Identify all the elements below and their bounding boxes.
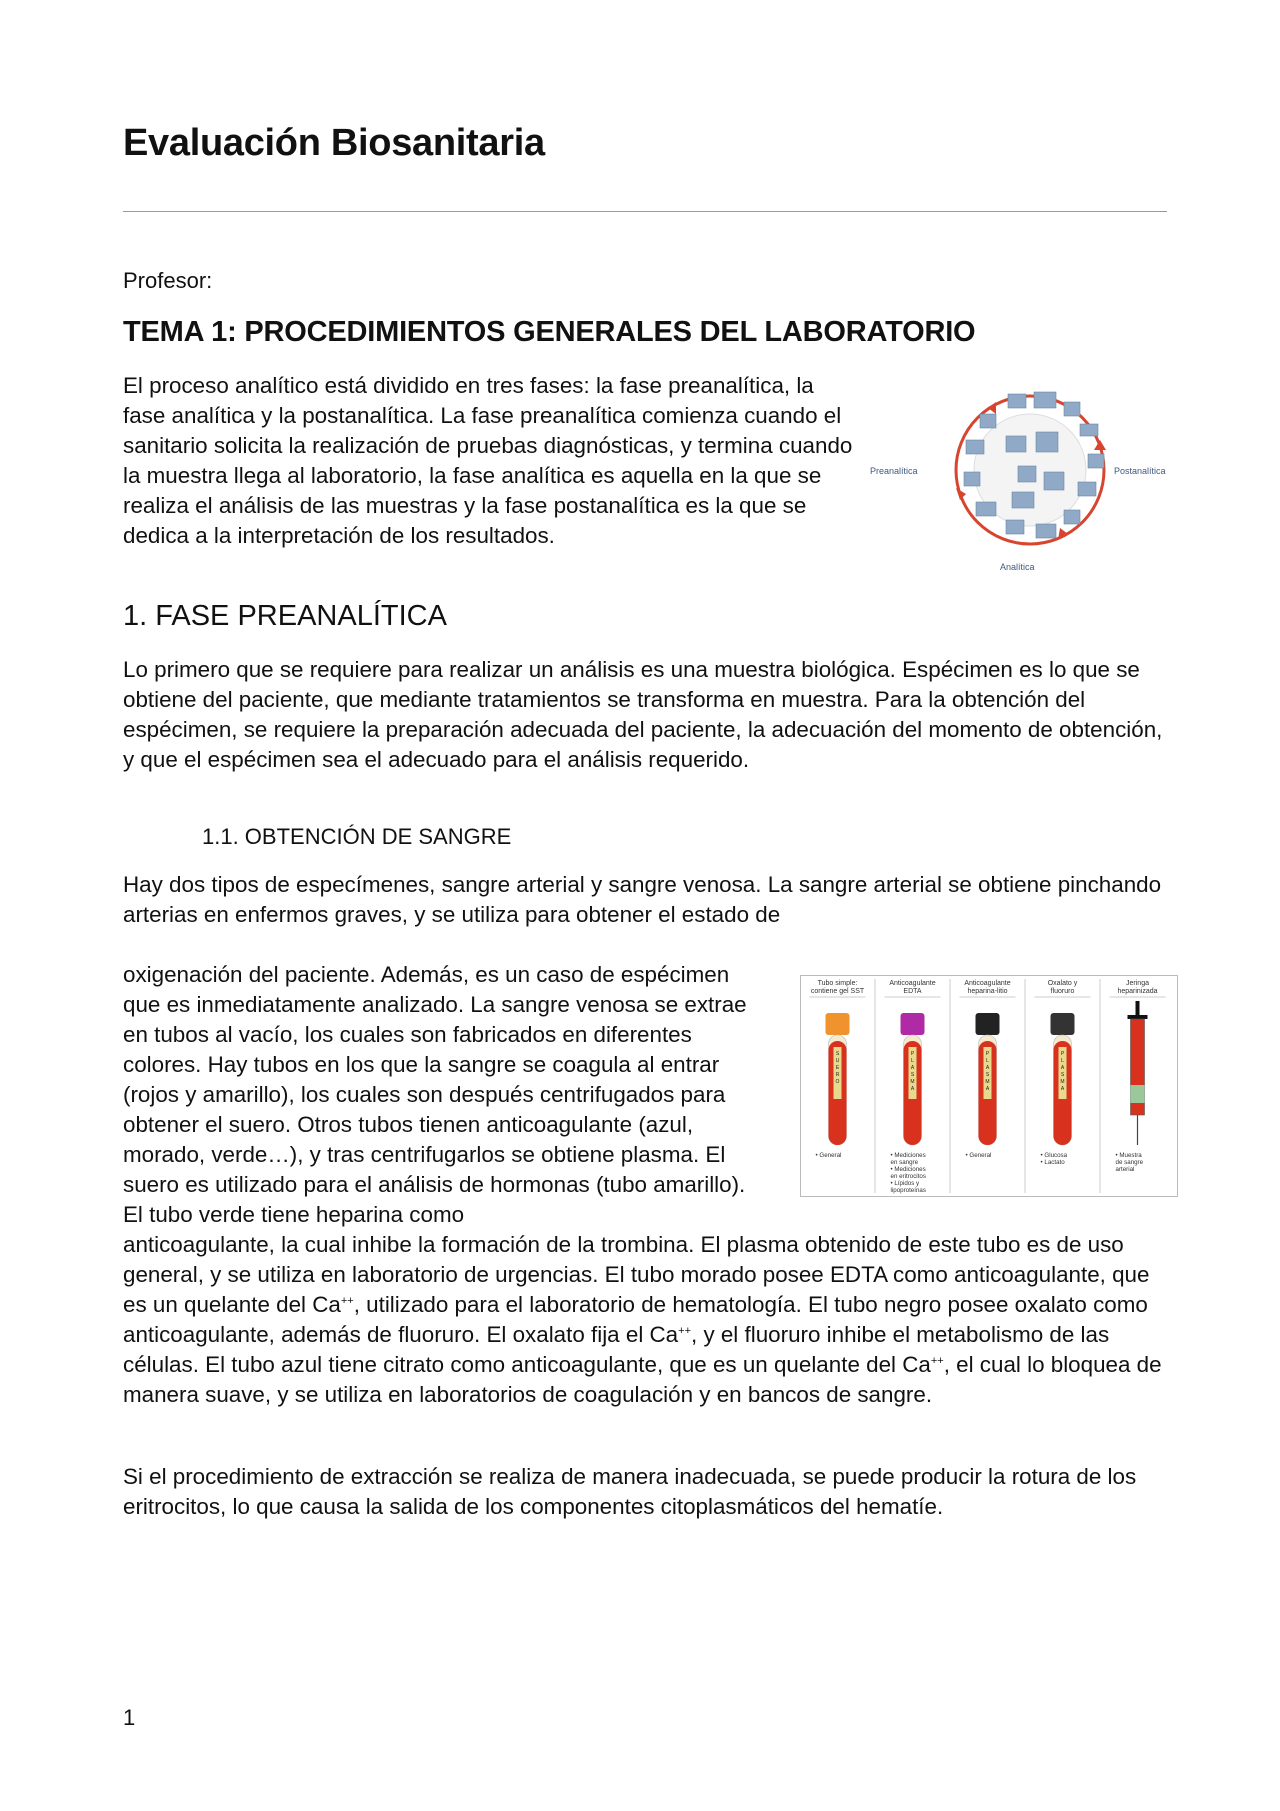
tube-label-text: S U E R O — [835, 1051, 840, 1085]
tube-cap — [1051, 1013, 1075, 1035]
tube-header: Oxalato y — [1047, 980, 1078, 987]
subsection-heading: 1.1. OBTENCIÓN DE SANGRE — [202, 824, 512, 849]
extraction-paragraph: Si el procedimiento de extracción se realiza de manera inadecuada, se puede producir la rotura de los eritrocitos, lo que causa la salida de los componentes citoplasmáticos del hematíe. — [123, 1464, 1137, 1519]
blood-paragraph-lines: Hay dos tipos de especímenes, sangre arterial y sangre venosa. La sangre arterial se obtiene pinchando arterias en enfermos graves, y se utiliza para obtener el estado de — [123, 872, 1162, 927]
calcium-superscript: ++ — [340, 1295, 354, 1307]
professor-label: Profesor: — [123, 268, 213, 293]
section-paragraph: Lo primero que se requiere para realizar un análisis es una muestra biológica. Espécimen es lo que se obtiene del paciente, que mediante tratamientos se transforma en muestra. Para la obtención del espécimen, se requiere la preparación adecuada del paciente, la adecuación del momento de obtención, y que el espécimen sea el adecuado para el análisis requerido. — [123, 657, 1163, 772]
blood-paragraph-rest — [123, 1230, 1178, 1410]
tube-note: • Mediciones — [890, 1152, 926, 1159]
tube-header: fluoruro — [1050, 988, 1075, 995]
syringe-flange — [1128, 1015, 1148, 1019]
page-number: 1 — [123, 1705, 136, 1730]
tube-note: • Glucosa — [1040, 1152, 1068, 1159]
tube-note: • Muestra — [1115, 1152, 1142, 1159]
tube-note: • Lactato — [1040, 1159, 1065, 1166]
phase-label-preanalitica: Preanalítica — [870, 466, 918, 476]
tube-header: Anticoagulante — [889, 980, 936, 987]
tube-cap — [976, 1013, 1000, 1035]
section-heading: 1. FASE PREANALÍTICA — [123, 600, 447, 632]
tube-note: en eritrocitos — [890, 1173, 926, 1180]
blood-tubes-figure — [800, 975, 1178, 1197]
tube-header: EDTA — [903, 988, 922, 995]
calcium-superscript: ++ — [678, 1325, 691, 1337]
tube-header: Tubo simple: — [817, 980, 858, 987]
tube-header: Jeringa — [1126, 980, 1149, 987]
tube-cap — [826, 1013, 850, 1035]
tube-note: • General — [965, 1152, 992, 1159]
tube-note: lipoproteínas — [890, 1187, 926, 1194]
tube-note: en sangre — [890, 1159, 919, 1166]
phase-label-analitica: Analítica — [1000, 562, 1035, 572]
topic-title: TEMA 1: PROCEDIMIENTOS GENERALES DEL LABORATORIO — [123, 316, 976, 348]
calcium-superscript: ++ — [930, 1355, 944, 1367]
tube-label-text: P L A S M A — [910, 1051, 915, 1092]
tube-note: de sangre — [1115, 1159, 1144, 1166]
tube-header: Anticoagulante — [964, 980, 1011, 987]
tube-note: • General — [815, 1152, 842, 1159]
tube-header: contiene gel SST — [810, 988, 865, 995]
tube-header: heparinizada — [1117, 988, 1158, 995]
blood-text-a: anticoagulante, la cual inhibe la formación de la trombina. El plasma obtenido de este tubo es de uso general, y se utiliza en laboratorio de urgencias. El tubo morado posee EDTA como anticoagulante, que es un quelante del Ca — [123, 1232, 1150, 1317]
blood-text-d: , el cual lo bloquea de manera suave, y se utiliza en laboratorios de coagulación y en bancos de sangre. — [123, 1352, 1162, 1407]
title-divider — [123, 211, 1167, 212]
tube-header: heparina-litio — [967, 988, 1008, 995]
tube-note: • Lípidos y — [890, 1180, 920, 1187]
tube-label-text: P L A S M A — [1060, 1051, 1065, 1092]
phase-label-postanalitica: Postanalítica — [1114, 466, 1166, 476]
syringe-plunger — [1136, 1001, 1140, 1015]
analytical-phases-figure — [868, 380, 1186, 582]
intro-paragraph: El proceso analítico está dividido en tres fases: la fase preanalítica, la fase analítica y la postanalítica. La fase preanalítica comienza cuando el sanitario solicita la realización de pruebas diagnósticas, y termina cuando la muestra llega al laboratorio, la fase analítica es aquella en la que se realiza el análisis de las muestras y la fase postanalítica es la que se dedica a la interpretación de los resultados. — [123, 373, 853, 548]
tube-label-text: P L A S M A — [985, 1051, 990, 1092]
blood-text-c: , y el fluoruro inhibe el metabolismo de las células. El tubo azul tiene citrato como anticoagulante, que es un quelante del Ca — [123, 1322, 1110, 1377]
blood-paragraph-wrap: oxigenación del paciente. Además, es un caso de espécimen que es inmediatamente analizado. La sangre venosa se extrae en tubos al vacío, los cuales son fabricados en diferentes colores. Hay tubos en los que la sangre se coagula al entrar (rojos y amarillo), los cuales son después centrifugados para obtener el suero. Otros tubos tienen anticoagulante (azul, morado, verde…), y tras centrifugarlos se obtiene plasma. El suero es utilizado para el análisis de hormonas (tubo amarillo). El tubo verde tiene heparina como — [123, 962, 747, 1227]
syringe-heparin — [1131, 1085, 1145, 1103]
document-title: Evaluación Biosanitaria — [123, 122, 545, 164]
tube-note: arterial — [1115, 1166, 1135, 1173]
blood-text-b: , utilizado para el laboratorio de hematología. El tubo negro posee oxalato como anticoagulante, además de fluoruro. El oxalato fija el Ca — [123, 1292, 1148, 1347]
tube-note: • Mediciones — [890, 1166, 926, 1173]
tube-cap — [901, 1013, 925, 1035]
